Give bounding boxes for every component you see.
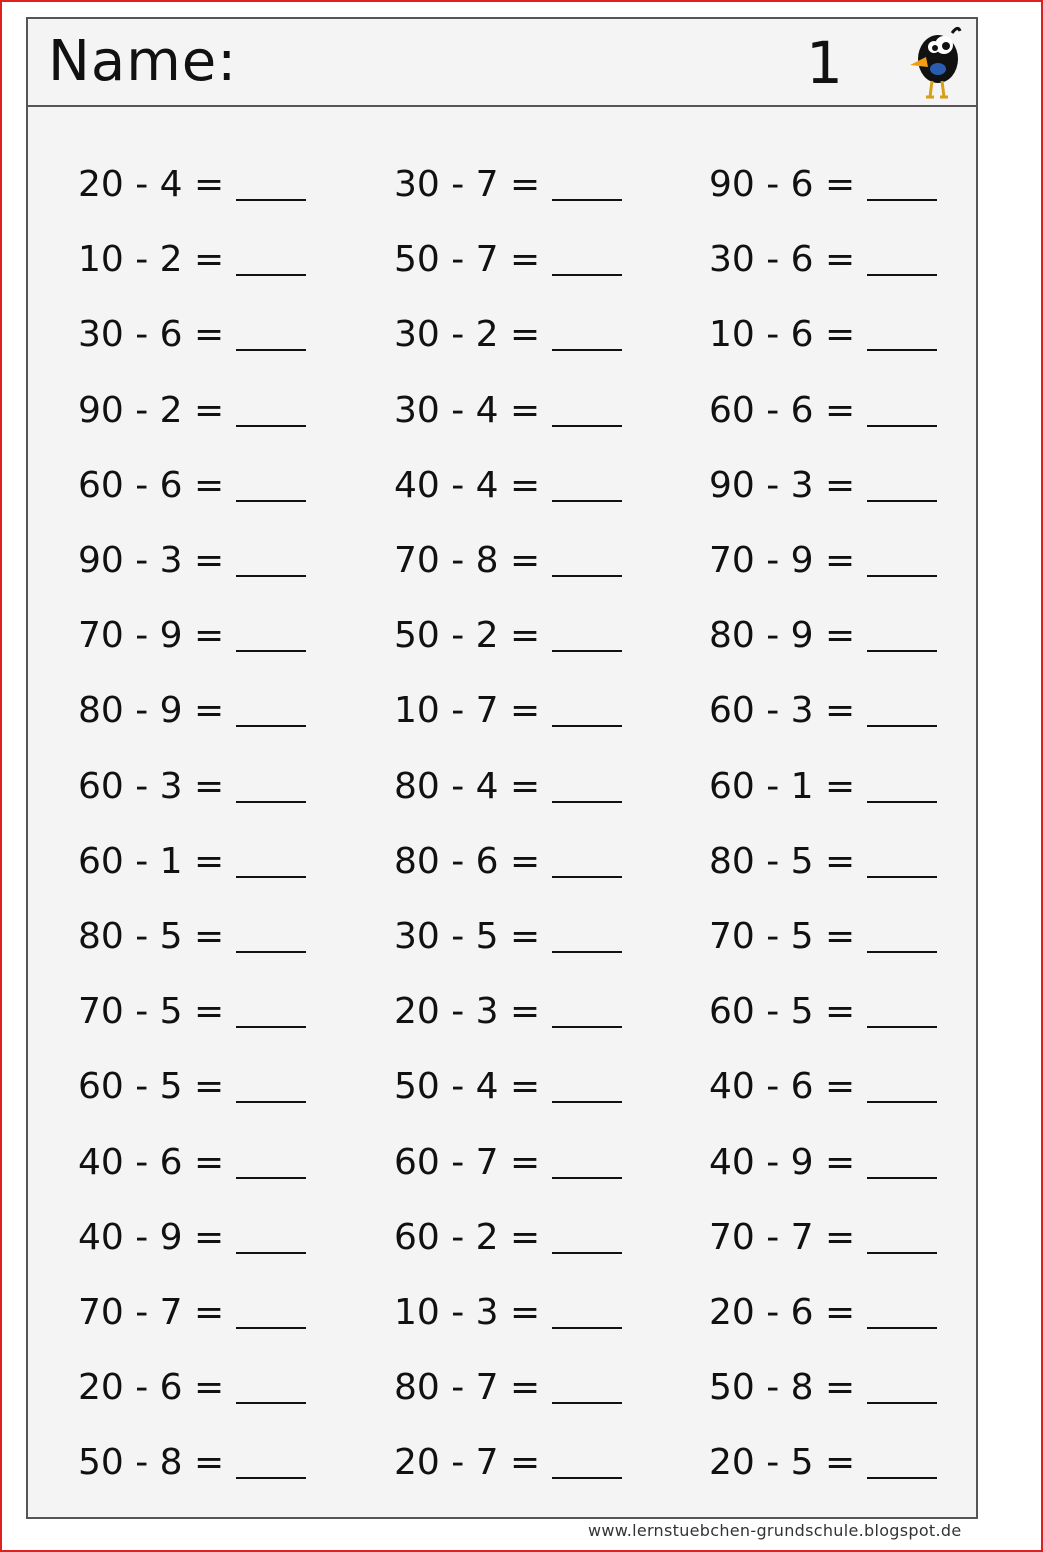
exercise-item — [78, 458, 338, 508]
exercise-item — [78, 1210, 338, 1260]
exercise-item — [78, 157, 338, 207]
answer-blank[interactable] — [236, 725, 306, 727]
exercise-expression: 80 - 6 = — [394, 840, 541, 882]
answer-blank[interactable] — [552, 1101, 622, 1103]
exercise-expression: 40 - 4 = — [394, 464, 541, 506]
answer-blank[interactable] — [236, 1252, 306, 1254]
exercise-item — [78, 984, 338, 1034]
exercise-expression: 90 - 3 = — [709, 464, 856, 506]
exercise-expression: 70 - 7 = — [709, 1216, 856, 1258]
exercise-expression: 70 - 9 = — [78, 615, 225, 657]
exercise-expression: 60 - 6 = — [709, 389, 856, 431]
exercise-expression: 50 - 8 = — [709, 1367, 856, 1409]
exercise-item — [78, 1059, 338, 1109]
exercise-expression: 60 - 2 = — [394, 1216, 541, 1258]
exercise-item — [709, 1360, 969, 1410]
exercise-item — [709, 1435, 969, 1485]
exercise-item — [709, 383, 969, 433]
answer-blank[interactable] — [867, 1327, 937, 1329]
exercise-expression: 60 - 3 = — [709, 690, 856, 732]
exercise-item — [78, 683, 338, 733]
exercise-item — [78, 909, 338, 959]
answer-blank[interactable] — [867, 650, 937, 652]
exercise-item — [78, 307, 338, 357]
answer-blank[interactable] — [236, 951, 306, 953]
exercise-item — [394, 1059, 654, 1109]
exercise-expression: 80 - 9 = — [78, 690, 225, 732]
exercise-expression: 50 - 8 = — [78, 1442, 225, 1484]
exercise-item — [709, 533, 969, 583]
answer-blank[interactable] — [236, 425, 306, 427]
answer-blank[interactable] — [236, 1477, 306, 1479]
exercise-item — [394, 984, 654, 1034]
exercise-item — [709, 834, 969, 884]
exercise-expression: 60 - 7 = — [394, 1141, 541, 1183]
exercise-item — [394, 1435, 654, 1485]
exercise-expression: 70 - 5 = — [709, 916, 856, 957]
exercise-item — [394, 307, 654, 357]
answer-blank[interactable] — [552, 951, 622, 953]
exercise-expression: 10 - 2 = — [78, 239, 225, 281]
answer-blank[interactable] — [236, 876, 306, 878]
answer-blank[interactable] — [867, 575, 937, 577]
answer-blank[interactable] — [552, 801, 622, 803]
exercise-item — [394, 909, 654, 959]
answer-blank[interactable] — [552, 876, 622, 878]
exercise-item — [394, 683, 654, 733]
answer-blank[interactable] — [236, 1327, 306, 1329]
answer-blank[interactable] — [552, 650, 622, 652]
exercise-expression: 70 - 7 = — [78, 1292, 225, 1333]
exercise-item — [709, 683, 969, 733]
answer-blank[interactable] — [236, 1177, 306, 1179]
exercise-item — [78, 834, 338, 884]
answer-blank[interactable] — [867, 1101, 937, 1103]
exercise-item — [709, 1285, 969, 1335]
exercise-expression: 80 - 7 = — [394, 1367, 541, 1409]
answer-blank[interactable] — [552, 274, 622, 276]
exercise-item — [78, 533, 338, 583]
answer-blank[interactable] — [867, 801, 937, 803]
answer-blank[interactable] — [236, 274, 306, 276]
answer-blank[interactable] — [867, 725, 937, 727]
answer-blank[interactable] — [867, 425, 937, 427]
answer-blank[interactable] — [552, 1327, 622, 1329]
exercise-item — [394, 1360, 654, 1410]
exercise-expression: 80 - 4 = — [394, 765, 541, 807]
answer-blank[interactable] — [867, 1402, 937, 1404]
exercise-expression: 20 - 4 = — [78, 164, 225, 205]
exercise-item — [709, 759, 969, 809]
exercise-expression: 20 - 6 = — [709, 1292, 856, 1333]
answer-blank[interactable] — [552, 1177, 622, 1179]
exercise-item — [78, 1435, 338, 1485]
exercise-expression: 80 - 5 = — [78, 916, 225, 957]
exercise-expression: 20 - 6 = — [78, 1367, 225, 1409]
exercise-expression: 80 - 5 = — [709, 840, 856, 882]
exercise-item — [709, 1059, 969, 1109]
exercise-expression: 50 - 2 = — [394, 615, 541, 657]
exercise-item — [394, 608, 654, 658]
footer-url: www.lernstuebchen-grundschule.blogspot.de — [588, 1521, 962, 1540]
exercise-expression: 30 - 6 = — [709, 239, 856, 281]
answer-blank[interactable] — [236, 500, 306, 502]
bird-icon — [908, 23, 964, 103]
exercise-expression: 40 - 9 = — [709, 1141, 856, 1183]
exercise-expression: 40 - 6 = — [78, 1141, 225, 1183]
exercise-expression: 10 - 7 = — [394, 690, 541, 732]
exercise-item — [709, 1135, 969, 1185]
exercise-expression: 30 - 2 = — [394, 314, 541, 356]
answer-blank[interactable] — [552, 1402, 622, 1404]
exercise-expression: 70 - 9 = — [709, 540, 856, 581]
answer-blank[interactable] — [867, 951, 937, 953]
exercise-expression: 60 - 5 = — [709, 991, 856, 1033]
exercise-expression: 60 - 6 = — [78, 464, 225, 506]
exercise-item — [709, 157, 969, 207]
exercise-expression: 60 - 5 = — [78, 1066, 225, 1108]
answer-blank[interactable] — [867, 500, 937, 502]
exercise-expression: 30 - 4 = — [394, 389, 541, 431]
exercise-item — [394, 157, 654, 207]
answer-blank[interactable] — [552, 1026, 622, 1028]
exercise-expression: 70 - 8 = — [394, 540, 541, 581]
name-label: Name: — [48, 29, 238, 94]
exercise-expression: 40 - 6 = — [709, 1066, 856, 1108]
exercise-expression: 30 - 5 = — [394, 916, 541, 957]
answer-blank[interactable] — [236, 1402, 306, 1404]
exercise-item — [709, 1210, 969, 1260]
answer-blank[interactable] — [236, 349, 306, 351]
exercise-item — [709, 984, 969, 1034]
answer-blank[interactable] — [867, 349, 937, 351]
answer-blank[interactable] — [867, 1026, 937, 1028]
exercise-item — [394, 458, 654, 508]
exercise-expression: 60 - 1 = — [78, 840, 225, 882]
exercise-expression: 90 - 3 = — [78, 540, 225, 581]
answer-blank[interactable] — [552, 1477, 622, 1479]
exercise-item — [394, 533, 654, 583]
exercise-item — [394, 383, 654, 433]
exercise-item — [709, 608, 969, 658]
exercise-item — [709, 232, 969, 282]
answer-blank[interactable] — [552, 349, 622, 351]
exercise-expression: 90 - 2 = — [78, 389, 225, 431]
exercise-expression: 10 - 3 = — [394, 1292, 541, 1333]
answer-blank[interactable] — [552, 1252, 622, 1254]
exercise-item — [394, 1285, 654, 1335]
exercise-expression: 50 - 7 = — [394, 239, 541, 281]
answer-blank[interactable] — [552, 725, 622, 727]
exercise-expression: 20 - 5 = — [709, 1442, 856, 1484]
exercise-item — [709, 307, 969, 357]
exercise-expression: 70 - 5 = — [78, 991, 225, 1033]
exercise-item — [78, 232, 338, 282]
exercise-item — [78, 1285, 338, 1335]
exercise-item — [394, 1210, 654, 1260]
exercise-item — [394, 1135, 654, 1185]
answer-blank[interactable] — [867, 1177, 937, 1179]
answer-blank[interactable] — [552, 425, 622, 427]
exercise-item — [78, 383, 338, 433]
exercise-expression: 20 - 7 = — [394, 1442, 541, 1484]
answer-blank[interactable] — [236, 199, 306, 201]
exercise-item — [78, 759, 338, 809]
answer-blank[interactable] — [867, 274, 937, 276]
exercise-expression: 40 - 9 = — [78, 1216, 225, 1258]
answer-blank[interactable] — [867, 1252, 937, 1254]
exercise-item — [709, 458, 969, 508]
worksheet — [26, 17, 978, 1519]
exercise-item — [394, 232, 654, 282]
sheet-number: 1 — [806, 29, 843, 97]
exercise-expression: 80 - 9 = — [709, 615, 856, 657]
exercise-expression: 30 - 6 = — [78, 314, 225, 356]
exercise-item — [709, 909, 969, 959]
answer-blank[interactable] — [552, 199, 622, 201]
exercise-item — [394, 759, 654, 809]
answer-blank[interactable] — [552, 575, 622, 577]
exercise-item — [78, 1135, 338, 1185]
answer-blank[interactable] — [236, 575, 306, 577]
exercise-item — [78, 1360, 338, 1410]
exercise-expression: 50 - 4 = — [394, 1066, 541, 1108]
exercise-expression: 60 - 1 = — [709, 765, 856, 807]
exercise-expression: 30 - 7 = — [394, 164, 541, 205]
answer-blank[interactable] — [236, 1026, 306, 1028]
worksheet-header — [28, 19, 976, 107]
answer-blank[interactable] — [867, 1477, 937, 1479]
answer-blank[interactable] — [552, 500, 622, 502]
exercise-expression: 20 - 3 = — [394, 991, 541, 1033]
exercise-expression: 60 - 3 = — [78, 765, 225, 807]
exercise-expression: 10 - 6 = — [709, 314, 856, 356]
exercise-expression: 90 - 6 = — [709, 164, 856, 205]
answer-blank[interactable] — [236, 650, 306, 652]
answer-blank[interactable] — [867, 199, 937, 201]
exercise-item — [78, 608, 338, 658]
exercise-item — [394, 834, 654, 884]
answer-blank[interactable] — [236, 1101, 306, 1103]
answer-blank[interactable] — [236, 801, 306, 803]
answer-blank[interactable] — [867, 876, 937, 878]
